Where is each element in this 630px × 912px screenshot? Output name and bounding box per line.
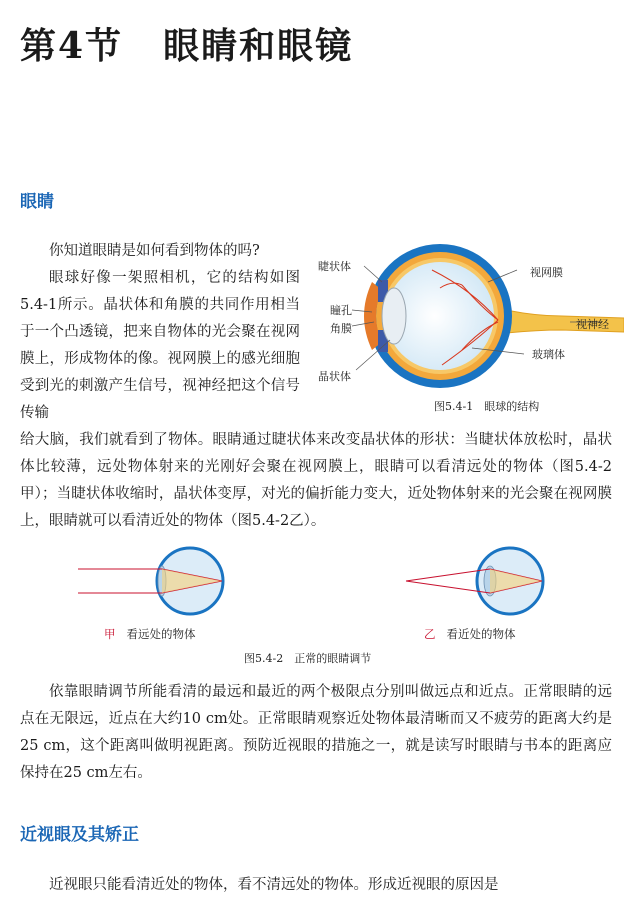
eye-camera-paragraph: 眼球好像一架照相机，它的结构如图5.4-1所示。晶状体和角膜的共同作用相当于一个凸透镜，把来自物体的光会聚在视网膜上，形成物体的像。视网膜上的感光细胞受到光的刺激产生信号，视神经把这个信号传输 <box>20 270 300 421</box>
figure-2-left-text: 看远处的物体 <box>126 627 196 641</box>
section-heading-eye: 眼睛 <box>20 192 54 212</box>
lens-shape <box>382 288 406 344</box>
myopia-paragraph: 近视眼只能看清近处的物体，看不清远处的物体。形成近视眼的原因是 <box>49 877 499 893</box>
figure-1-caption: 图5.4-1 眼球的结构 <box>434 400 540 413</box>
figure-2-right-text: 看近处的物体 <box>446 627 516 641</box>
eye-intro-block <box>20 238 300 427</box>
label-lens: 晶状体 <box>318 370 351 383</box>
chapter-number: 第4节 <box>20 25 124 67</box>
label-pupil: 瞳孔 <box>330 304 352 317</box>
accommodation-figure <box>70 545 570 627</box>
label-ciliary: 睫状体 <box>318 260 351 273</box>
label-vitreous: 玻璃体 <box>532 348 565 361</box>
figure-2-left-label <box>104 626 195 642</box>
eye-intro-question: 你知道眼睛是如何看到物体的吗? <box>49 243 260 259</box>
section-heading-myopia: 近视眼及其矫正 <box>20 825 139 845</box>
eye-accommodation-paragraph: 给大脑，我们就看到了物体。眼睛通过睫状体来改变晶状体的形状：当睫状体放松时，晶状体比较薄，远处物体射来的光刚好会聚在视网膜上，眼睛可以看清远处的物体（图5.4-2甲）；当睫状体收缩时，晶状体变厚，对光的偏折能力变大，近处物体射来的光会聚在视网膜上，眼睛就可以看清近处的物体（图5.4-2乙）。 <box>20 432 612 529</box>
near-far-point-block <box>20 679 612 787</box>
chapter-name: 眼睛和眼镜 <box>163 25 354 67</box>
label-cornea: 角膜 <box>330 322 352 335</box>
eye-accommodation-block <box>20 427 612 535</box>
chapter-title <box>20 18 353 69</box>
figure-2-right-label <box>424 626 515 642</box>
label-retina: 视网膜 <box>530 266 563 279</box>
figure-2-right-mark: 乙 <box>424 627 436 641</box>
near-far-point-paragraph: 依靠眼睛调节所能看清的最远和最近的两个极限点分别叫做远点和近点。正常眼睛的远点在无限远，近点在大约10 cm处。正常眼睛观察近处物体最清晰而又不疲劳的距离大约是25 cm，这个距离叫做明视距离。预防近视眼的措施之一，就是读写时眼睛与书本的距离应保持在25 cm左右。 <box>20 684 612 781</box>
figure-2-left-mark: 甲 <box>104 627 116 641</box>
label-optic-nerve: 视神经 <box>576 318 609 331</box>
myopia-block <box>20 872 612 899</box>
figure-2-caption: 图5.4-2 正常的眼睛调节 <box>244 652 372 665</box>
